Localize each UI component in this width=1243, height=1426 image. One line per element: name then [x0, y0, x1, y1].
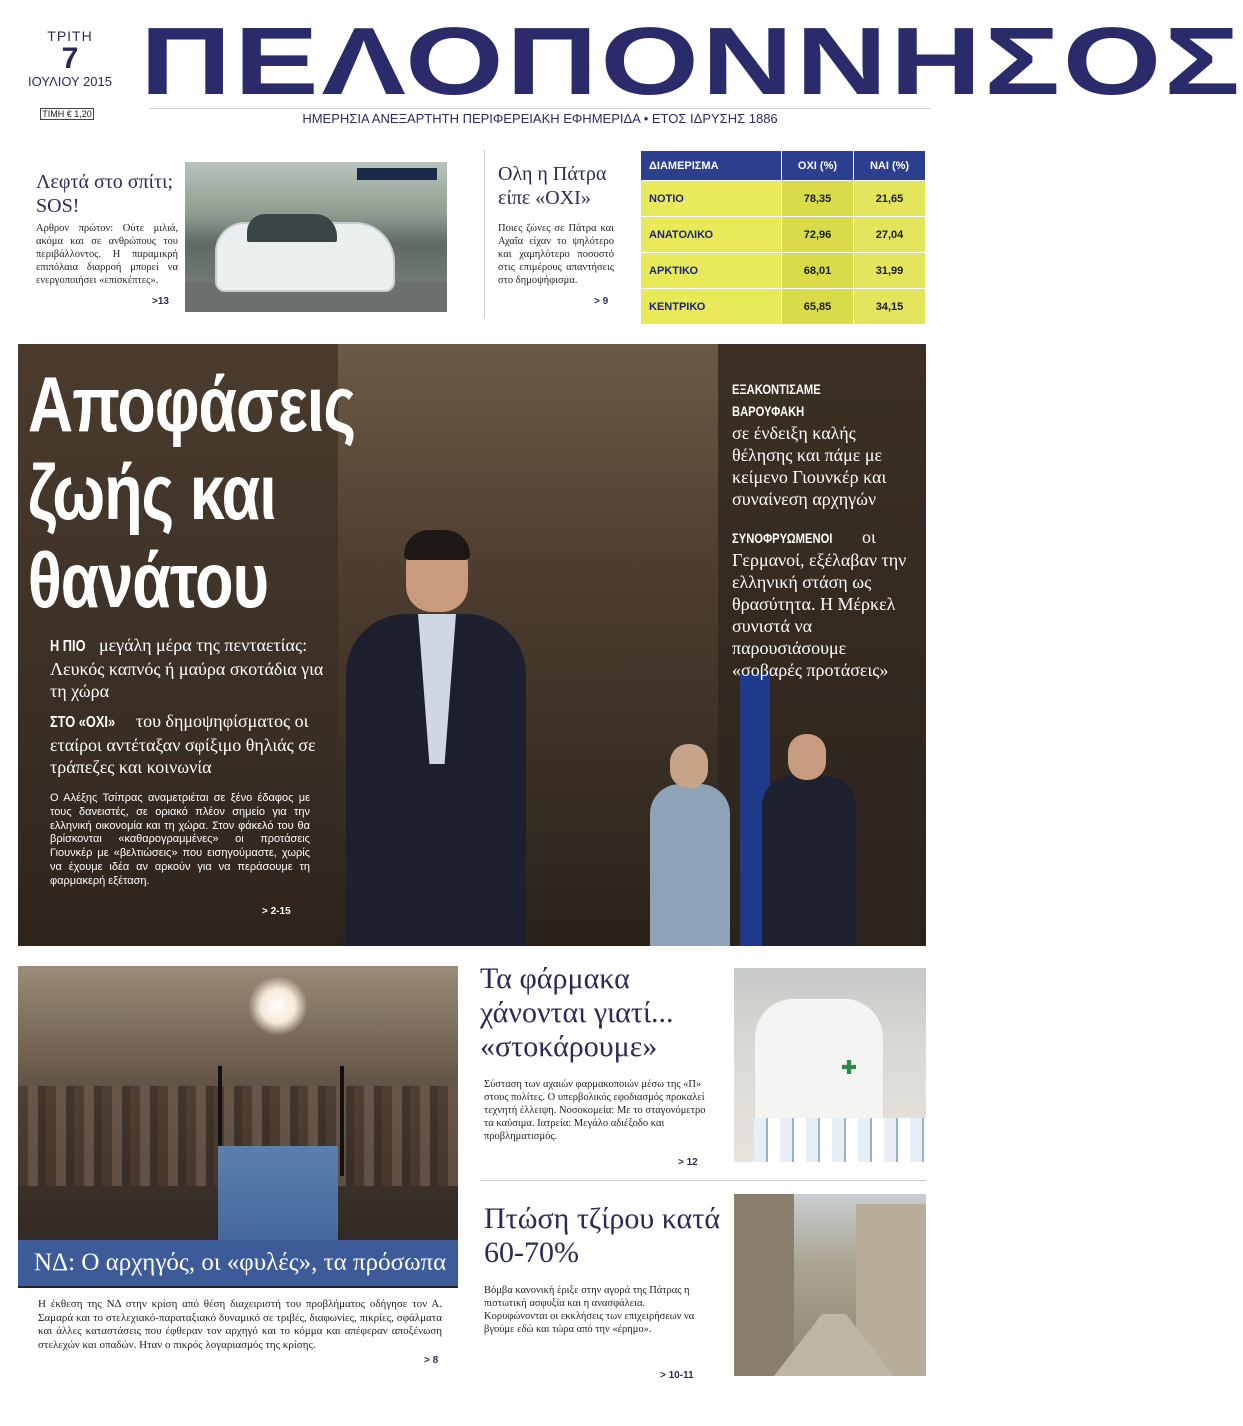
nd-story-text: Η έκθεση της ΝΔ στην κρίση από θέση διαχειριστή του προβλήματος οδήγησε τον Α. Σαμαρά και το στελεχιακό-παραταξιακό δυναμικό σε τριβές, διαφωνίες, πικρίες, σφάλματα και άλλες καταστάσεις που έφθεραν τον αρχηγό και το κόμμα και απέφεραν αποξένωση στελεχών και οπαδών. Ηταν ο πικρός λογαριασμός της κρίσης.: [38, 1298, 442, 1351]
story1-page-ref[interactable]: >13: [152, 296, 169, 307]
column-header-no: ΟΧΙ (%): [781, 151, 853, 181]
day-number: 7: [61, 42, 79, 75]
main-headline[interactable]: [28, 360, 408, 624]
street-photo: [734, 1194, 926, 1376]
no-percent: 72,96: [781, 217, 853, 253]
microphone-graphic: [340, 1066, 344, 1176]
lead2-text: του δημοψηφίσματος οι εταίροι αντέταξαν σφίξιμο θηλιάς σε τράπεζες και κοινωνία: [50, 711, 316, 777]
side-note-2-bold: ΣΥΝΟΦΡΥΩΜΕΝΟΙ: [732, 530, 833, 546]
turnover-page-ref[interactable]: > 10-11: [660, 1370, 694, 1381]
pharmacist-photo: [734, 968, 926, 1162]
headline-line: Αποφάσεις: [28, 360, 356, 448]
turnover-text: Βόμβα κανονική έριξε στην αγορά της Πάτρας η πιστωτική ασφυξία και η ανασφάλεια. Κορυφώνονται οι εκκλήσεις των επιχειρήσεων να βγούμε εδώ και τώρα από την «έρημο».: [484, 1285, 695, 1335]
taxi-window-graphic: [247, 214, 337, 242]
district-name: ΑΡΚΤΙΚΟ: [641, 253, 782, 289]
pharmacy-text: Σύσταση των αχαιών φαρμακοποιών μέσω της «Π» στους πολίτες. Ο υπερβολικός εφοδιασμός προκαλεί τεχνητή έλλειψη. Νοσοκομεία: Με το σταγονόμετρο τα καύσιμα. Ιατρεία: Μεγάλο αδιέξοδο και προβληματισμός.: [484, 1079, 706, 1142]
yes-percent: 21,65: [853, 181, 925, 217]
shop-sign-graphic: [357, 168, 437, 180]
stage-light-graphic: [248, 976, 308, 1036]
date-box: [24, 28, 116, 89]
headline-line: ζωής και: [28, 448, 276, 536]
price-label: ΤΙΜΗ € 1,20: [40, 108, 94, 120]
day-of-week: ΤΡΙΤΗ: [47, 28, 93, 44]
merkel-figure: [650, 744, 730, 946]
face-graphic: [670, 744, 708, 788]
building-graphic: [734, 1194, 794, 1376]
yes-percent: 31,99: [853, 253, 925, 289]
no-percent: 78,35: [781, 181, 853, 217]
story2-headline[interactable]: Ολη η Πάτρα είπε «ΟΧΙ»: [498, 163, 607, 209]
side-note-1: [732, 378, 912, 510]
side-note-2: [732, 526, 912, 681]
hollande-figure: [758, 734, 858, 946]
newspaper-title: ΠΕΛΟΠΟΝΝΗΣΟΣ: [140, 8, 1243, 115]
lead-paragraph-2: [50, 710, 330, 778]
face-graphic: [788, 734, 826, 780]
story2-page-ref[interactable]: > 9: [594, 296, 609, 307]
table-row: [641, 253, 926, 289]
side-note-1-text: σε ένδειξη καλής θέλησης και πάμε με κείμενο Γιουνκέρ και συναίνεση αρχηγών: [732, 423, 887, 509]
nd-headline[interactable]: ΝΔ: Ο αρχηγός, οι «φυλές», τα πρόσωπα: [18, 1240, 458, 1286]
table-row: [641, 289, 926, 325]
hair-graphic: [404, 530, 470, 560]
main-story-text: Ο Αλέξης Τσίπρας αναμετριέται σε ξένο έδαφος με τους δανειστές, σε οριακό πλέον σημείο για την ελληνική οικονομία και τη χώρα. Στον φάκελό του θα βρίσκονται «καθαρογραμμένες» οι προτάσεις Γιουνκέρ με «βελτιώσεις» που εισηγούμαστε, χωρίς να έχουμε ιδέα αν αρκούν για να περάσουμε τη φαρμακερή εξέταση.: [50, 792, 310, 887]
story2-text: Ποιες ζώνες σε Πάτρα και Αχαΐα είχαν το ψηλότερο και χαμηλότερο ποσοστό στις επιμέρους απαντήσεις στο δημοψήφισμα.: [498, 223, 614, 286]
jacket-graphic: [650, 784, 730, 946]
column-divider: [484, 150, 485, 318]
lead1-text: μεγάλη μέρα της πενταετίας: Λευκός καπνός ή μαύρα σκοτάδια για τη χώρα: [50, 635, 324, 701]
district-name: ΑΝΑΤΟΛΙΚΟ: [641, 217, 782, 253]
table-row: [641, 217, 926, 253]
medicine-boxes-graphic: [754, 1118, 926, 1162]
no-percent: 68,01: [781, 253, 853, 289]
headline-line: θανάτου: [28, 536, 269, 624]
main-page-ref[interactable]: > 2-15: [262, 906, 291, 917]
month-year: ΙΟΥΛΙΟΥ 2015: [28, 74, 112, 89]
tagline: ΗΜΕΡΗΣΙΑ ΑΝΕΞΑΡΤΗΤΗ ΠΕΡΙΦΕΡΕΙΑΚΗ ΕΦΗΜΕΡΙΔΑ • ΕΤΟΣ ΙΔΡΥΣΗΣ 1886: [150, 108, 930, 126]
no-percent: 65,85: [781, 289, 853, 325]
story1-text: Αρθρον πρώτον: Ούτε μιλιά, ακόμα και σε ανθρώπους του περιβάλλοντος. Η παραμικρή επιπόλαια διαρροή μπορεί να ενεργοποιήσει «επισκέπτες».: [36, 223, 178, 286]
district-name: ΚΕΝΤΡΙΚΟ: [641, 289, 782, 325]
story1-headline[interactable]: Λεφτά στο σπίτι; SOS!: [36, 171, 174, 217]
lead2-bold: ΣΤΟ «ΟΧΙ»: [50, 714, 116, 731]
yes-percent: 34,15: [853, 289, 925, 325]
table-row: [641, 181, 926, 217]
table-header-row: [641, 151, 926, 181]
side-note-2-text: οι Γερμανοί, εξέλαβαν την ελληνική στάση ως θρασύτητα. Η Μέρκελ συνιστά να παρουσιάσουμε «σοβαρές προτάσεις»: [732, 527, 907, 680]
suit-graphic: [762, 776, 856, 946]
turnover-headline[interactable]: Πτώση τζίρου κατά 60-70%: [484, 1202, 721, 1269]
lead-paragraph-1: [50, 634, 330, 702]
yes-percent: 27,04: [853, 217, 925, 253]
lead1-bold: Η ΠΙΟ: [50, 638, 86, 655]
column-header-district: ΔΙΑΜΕΡΙΣΜΑ: [641, 151, 782, 181]
pharmacy-page-ref[interactable]: > 12: [678, 1157, 698, 1168]
nd-page-ref[interactable]: > 8: [424, 1355, 439, 1366]
side-note-1-bold: ΕΞΑΚΟΝΤΙΣΑΜΕ ΒΑΡΟΥΦΑΚΗ: [732, 381, 821, 419]
district-name: ΝΟΤΙΟ: [641, 181, 782, 217]
pharmacy-headline[interactable]: Τα φάρμακα χάνονται γιατί... «στοκάρουμε»: [480, 962, 674, 1063]
referendum-results-table: [640, 150, 926, 325]
section-divider: [480, 1180, 926, 1181]
column-header-yes: ΝΑΙ (%): [853, 151, 925, 181]
taxi-photo: [185, 162, 447, 312]
